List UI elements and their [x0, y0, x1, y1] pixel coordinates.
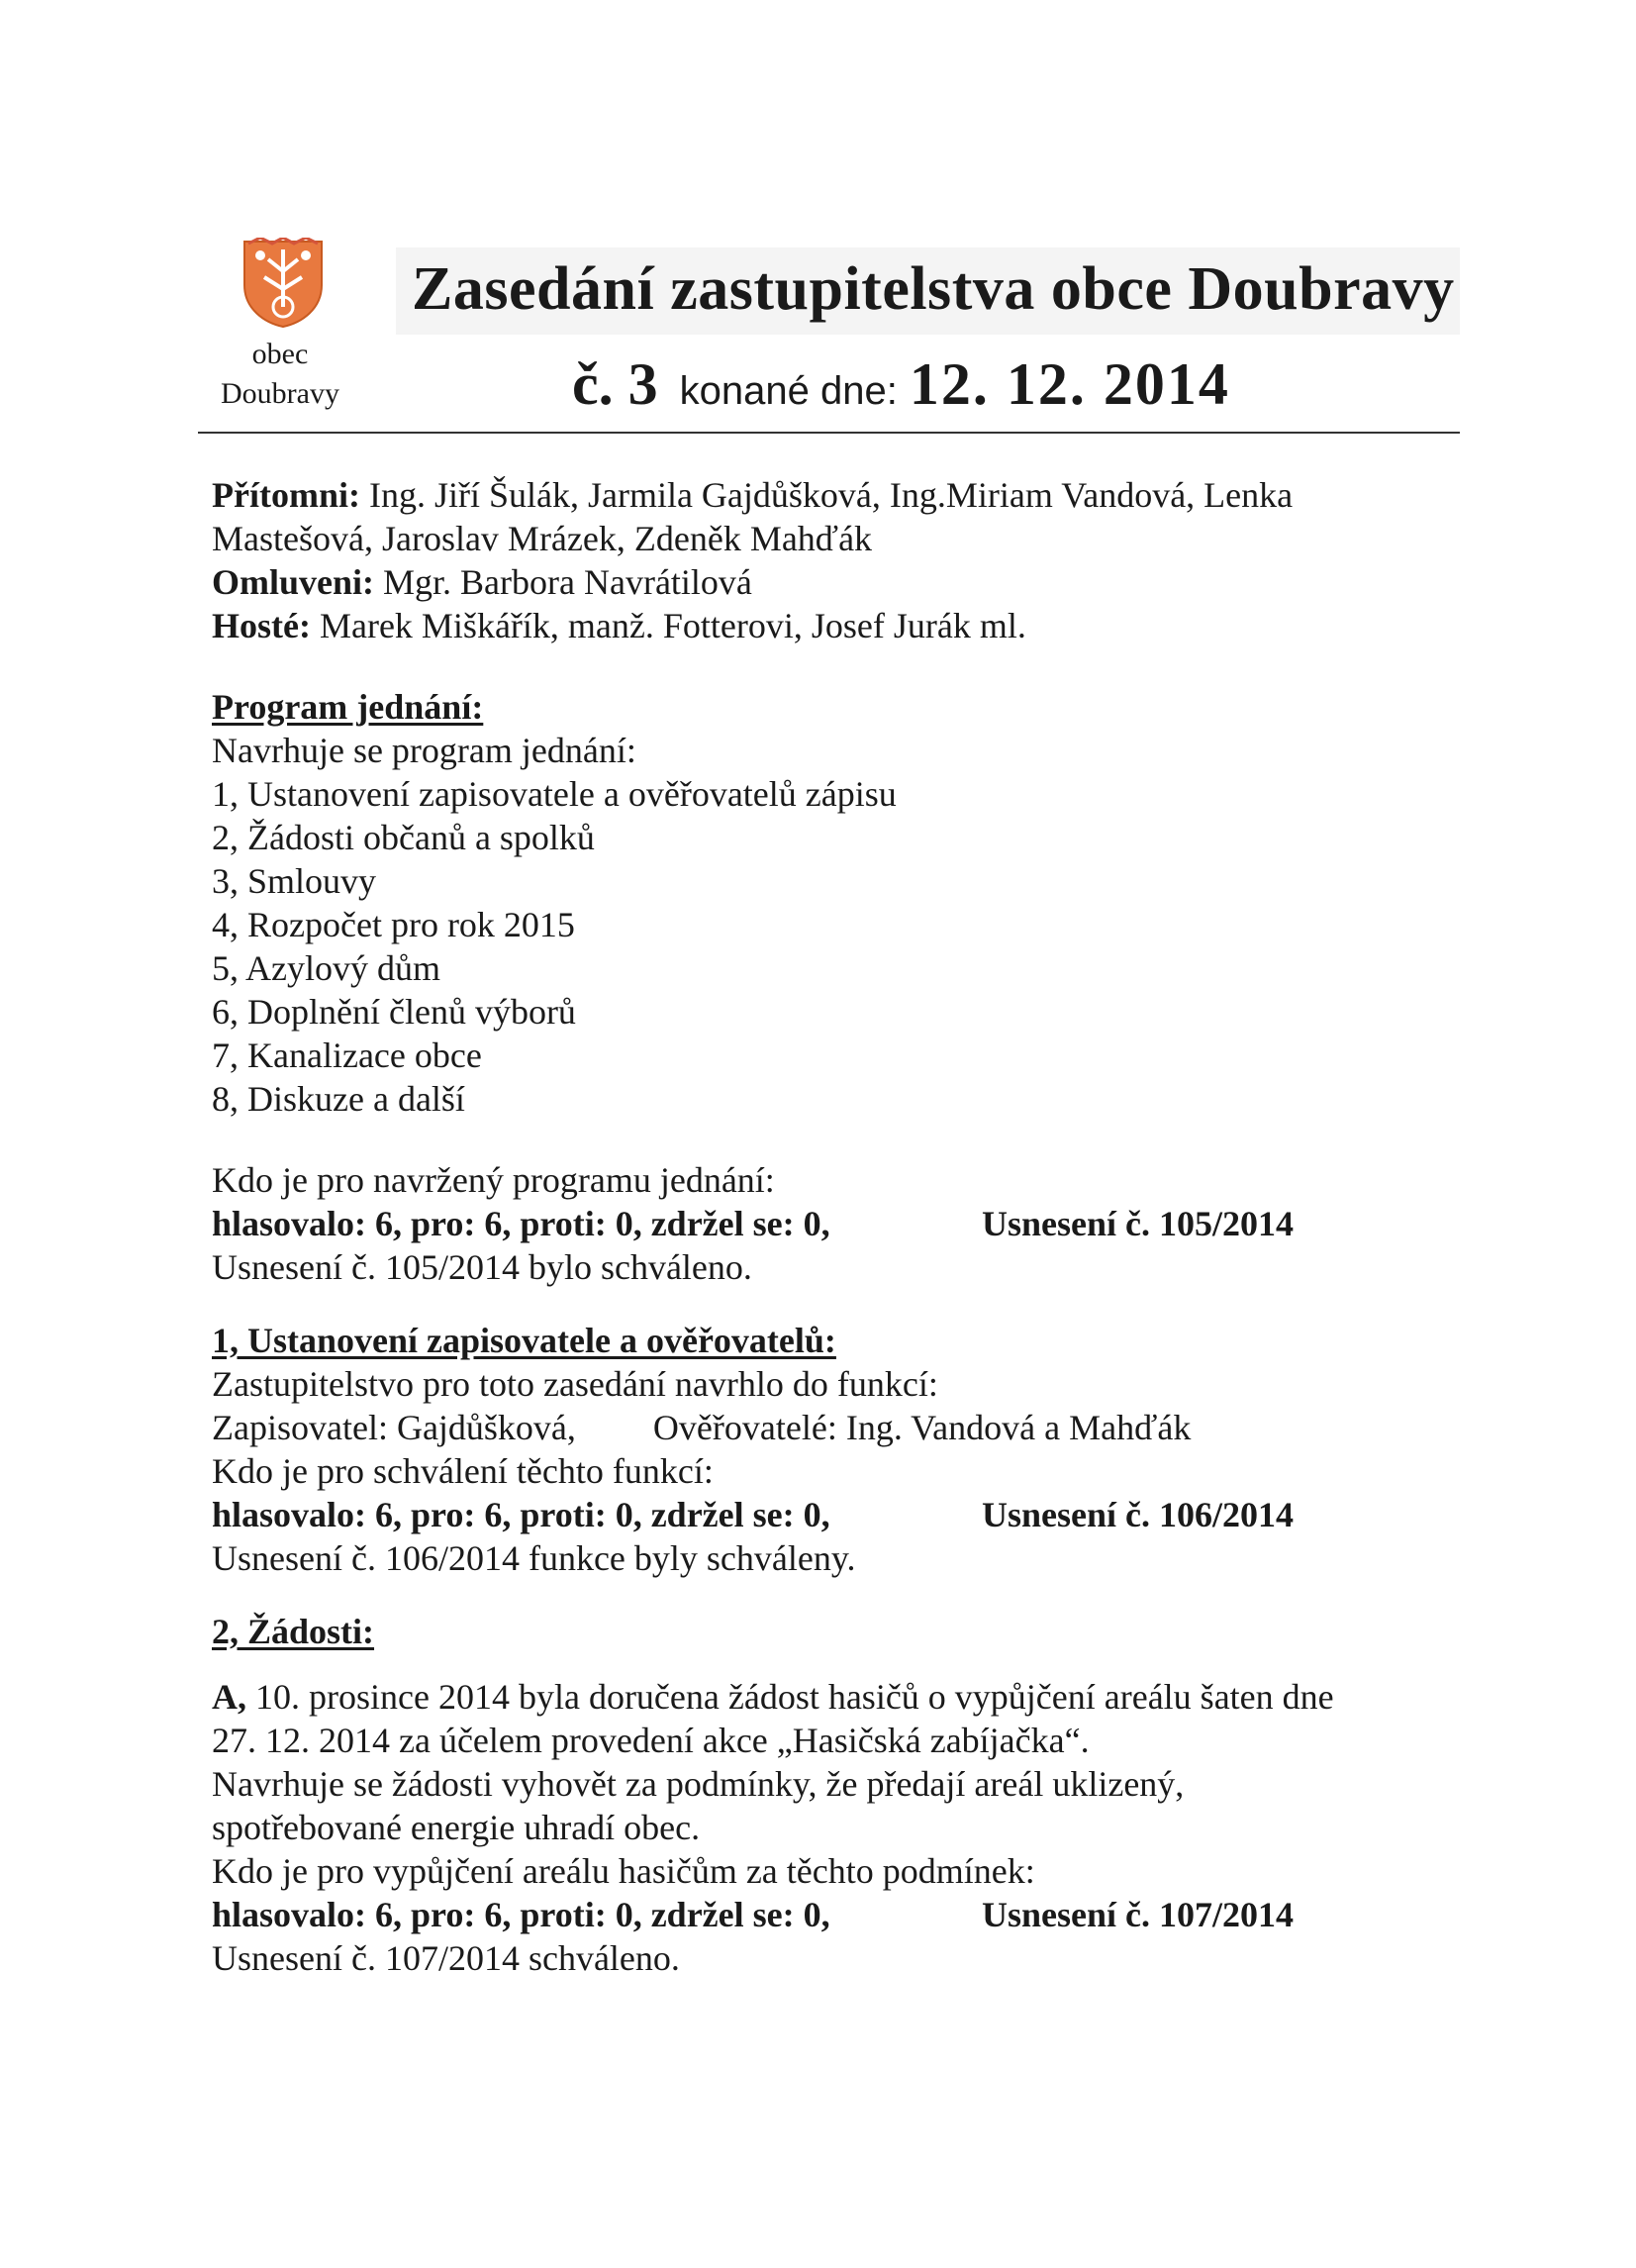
program-item: 5, Azylový dům: [212, 948, 440, 988]
meeting-info: [572, 345, 1230, 440]
resolution-number: Usnesení č. 106/2014: [982, 1495, 1294, 1534]
excused-names: Mgr. Barbora Navrátilová: [374, 562, 752, 602]
program-vote-line: [212, 1202, 1498, 1245]
present-line-1: [212, 473, 1498, 517]
section-2-line-4: spotřebované energie uhradí obec.: [212, 1808, 701, 1847]
program-intro: Navrhuje se program jednání:: [212, 731, 636, 770]
vote-result: hlasovalo: 6, pro: 6, proti: 0, zdržel se: 0,: [212, 1895, 830, 1934]
excused-label: Omluveni:: [212, 562, 375, 602]
program-result: Usnesení č. 105/2014 bylo schváleno.: [212, 1247, 752, 1287]
section-1-heading: 1, Ustanovení zapisovatele a ověřovatelů:: [212, 1321, 836, 1360]
section-2-line-3: Navrhuje se žádosti vyhovět za podmínky, že předají areál uklizený,: [212, 1764, 1185, 1804]
verifiers: Ověřovatelé: Ing. Vandová a Mahďák: [652, 1408, 1192, 1447]
coat-of-arms-icon: [241, 238, 326, 329]
header-divider: [198, 432, 1460, 434]
program-heading: Program jednání:: [212, 687, 484, 727]
section-1-vote-line: [212, 1493, 1498, 1536]
municipality-label: [196, 335, 364, 414]
guests-line: [212, 604, 1498, 647]
municipality-name: Doubravy: [221, 377, 339, 410]
section-2-line-1: [212, 1675, 1498, 1719]
item-a-text: 10. prosince 2014 byla doručena žádost hasičů o vypůjčení areálu šaten dne: [246, 1677, 1334, 1717]
page-title: Zasedání zastupitelstva obce Doubravy: [412, 255, 1455, 323]
section-2-line-2: 27. 12. 2014 za účelem provedení akce „Hasičská zabíjačka“.: [212, 1721, 1090, 1760]
program-item: 2, Žádosti občanů a spolků: [212, 818, 595, 857]
section-1-roles: [212, 1406, 1498, 1449]
vote-result: hlasovalo: 6, pro: 6, proti: 0, zdržel se: 0,: [212, 1204, 830, 1243]
section-1-question: Kdo je pro schválení těchto funkcí:: [212, 1451, 714, 1491]
present-label: Přítomni:: [212, 475, 360, 515]
program-item: 6, Doplnění členů výborů: [212, 992, 576, 1032]
program-item: 1, Ustanovení zapisovatele a ověřovatelů zápisu: [212, 774, 897, 814]
obec-word: obec: [251, 338, 309, 370]
program-item: 4, Rozpočet pro rok 2015: [212, 905, 575, 944]
section-2-result: Usnesení č. 107/2014 schváleno.: [212, 1938, 680, 1978]
program-item: 8, Diskuze a další: [212, 1079, 465, 1119]
section-2-vote-line: [212, 1893, 1498, 1936]
recorder: Zapisovatel: Gajdůšková,: [212, 1408, 576, 1447]
guests-names: Marek Miškářík, manž. Fotterovi, Josef Jurák ml.: [310, 606, 1026, 645]
section-1-result: Usnesení č. 106/2014 funkce byly schváleny.: [212, 1538, 856, 1578]
guests-label: Hosté:: [212, 606, 311, 645]
vote-result: hlasovalo: 6, pro: 6, proti: 0, zdržel se: 0,: [212, 1495, 830, 1534]
section-1-text: Zastupitelstvo pro toto zasedání navrhlo do funkcí:: [212, 1364, 938, 1404]
section-2-question: Kdo je pro vypůjčení areálu hasičům za těchto podmínek:: [212, 1851, 1035, 1891]
item-a-label: A,: [212, 1677, 246, 1717]
excused-line: [212, 560, 1498, 604]
resolution-number: Usnesení č. 107/2014: [982, 1895, 1294, 1934]
meeting-number: č. 3: [572, 351, 658, 417]
present-names: Ing. Jiří Šulák, Jarmila Gajdůšková, Ing.Miriam Vandová, Lenka: [359, 475, 1294, 515]
minutes-body: [212, 473, 1498, 1980]
resolution-number: Usnesení č. 105/2014: [982, 1204, 1294, 1243]
section-2-heading: 2, Žádosti:: [212, 1612, 375, 1651]
held-on-label: konané dne:: [679, 369, 898, 413]
program-item: 3, Smlouvy: [212, 861, 377, 901]
program-question: Kdo je pro navržený programu jednání:: [212, 1160, 775, 1200]
present-line-2: Mastešová, Jaroslav Mrázek, Zdeněk Mahďák: [212, 519, 873, 558]
program-item: 7, Kanalizace obce: [212, 1035, 482, 1075]
meeting-date: 12. 12. 2014: [909, 351, 1230, 417]
